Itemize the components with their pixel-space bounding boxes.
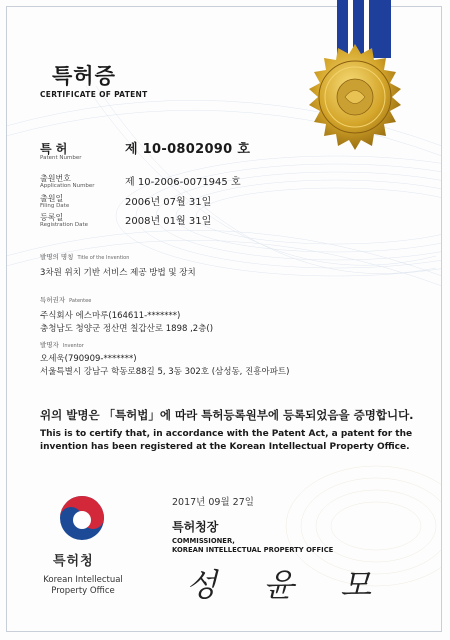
invention-title-label: [40, 252, 129, 261]
kipo-name-en: Korean Intellectual Property Office: [43, 575, 123, 596]
issue-date: 2017년 09월 27일: [172, 497, 254, 508]
invention-title-value: 3차원 위치 기반 서비스 제공 방법 및 장치: [40, 268, 196, 278]
filing-date-label: 출원일: [40, 194, 64, 203]
filing-date-value: 2006년 07월 31일: [125, 197, 212, 208]
commissioner-title-en-line1: COMMISSIONER,: [172, 537, 235, 545]
filing-date-label-en: Filing Date: [40, 203, 70, 209]
commissioner-signature: 성 윤 모: [186, 566, 390, 604]
patentee-label-ko: 특허권자: [40, 296, 66, 304]
inventor-name: 오세욱(790909-*******): [40, 354, 137, 364]
certificate-title-en: CERTIFICATE OF PATENT: [40, 90, 148, 99]
gold-seal-icon: [300, 42, 410, 152]
registration-date-label: 등록일: [40, 213, 64, 222]
application-number-label: 출원번호: [40, 174, 71, 183]
invention-title-label-ko: 발명의 명칭: [40, 253, 74, 261]
certification-statement-en: This is to certify that, in accordance with the Patent Act, a patent for the invention has been registered at the Korean Intellectual Property Office.: [40, 429, 413, 452]
inventor-label-ko: 발명자: [40, 341, 59, 349]
patentee-address: 충청남도 청양군 정산면 칠갑산로 1898 ,2층(): [40, 324, 214, 334]
commissioner-title: 특허청장: [172, 520, 219, 534]
registration-date-value: 2008년 01월 31일: [125, 216, 212, 227]
patent-number-label-en: Patent Number: [40, 155, 82, 161]
application-number-value: 제 10-2006-0071945 호: [125, 177, 241, 188]
patentee-label-en: Patentee: [69, 298, 92, 304]
patent-number-label: 특 허: [40, 142, 68, 156]
inventor-label-en: Inventor: [62, 343, 84, 349]
application-number-label-en: Application Number: [40, 183, 95, 189]
inventor-label: [40, 340, 84, 349]
patent-number-value: 제 10-0802090 호: [125, 142, 251, 157]
certification-statement-ko: 위의 발명은 「특허법」에 따라 특허등록원부에 등록되었음을 증명합니다.: [40, 408, 414, 422]
patentee-label: [40, 295, 91, 304]
inventor-address: 서울특별시 강남구 학동로88길 5, 3동 302호 (삼성동, 진흥아파트): [40, 367, 290, 377]
patentee-name: 주식회사 에스마루(164611-*******): [40, 311, 181, 321]
commissioner-title-en-line2: KOREAN INTELLECTUAL PROPERTY OFFICE: [172, 546, 334, 554]
kipo-name-ko: 특허청: [53, 554, 94, 569]
registration-date-label-en: Registration Date: [40, 222, 89, 228]
invention-title-label-en: Title of the Invention: [77, 255, 130, 261]
commissioner-title-en: [172, 537, 333, 555]
certificate-title: 특허증: [52, 64, 116, 88]
kipo-taegeuk-logo-icon: [58, 494, 106, 542]
